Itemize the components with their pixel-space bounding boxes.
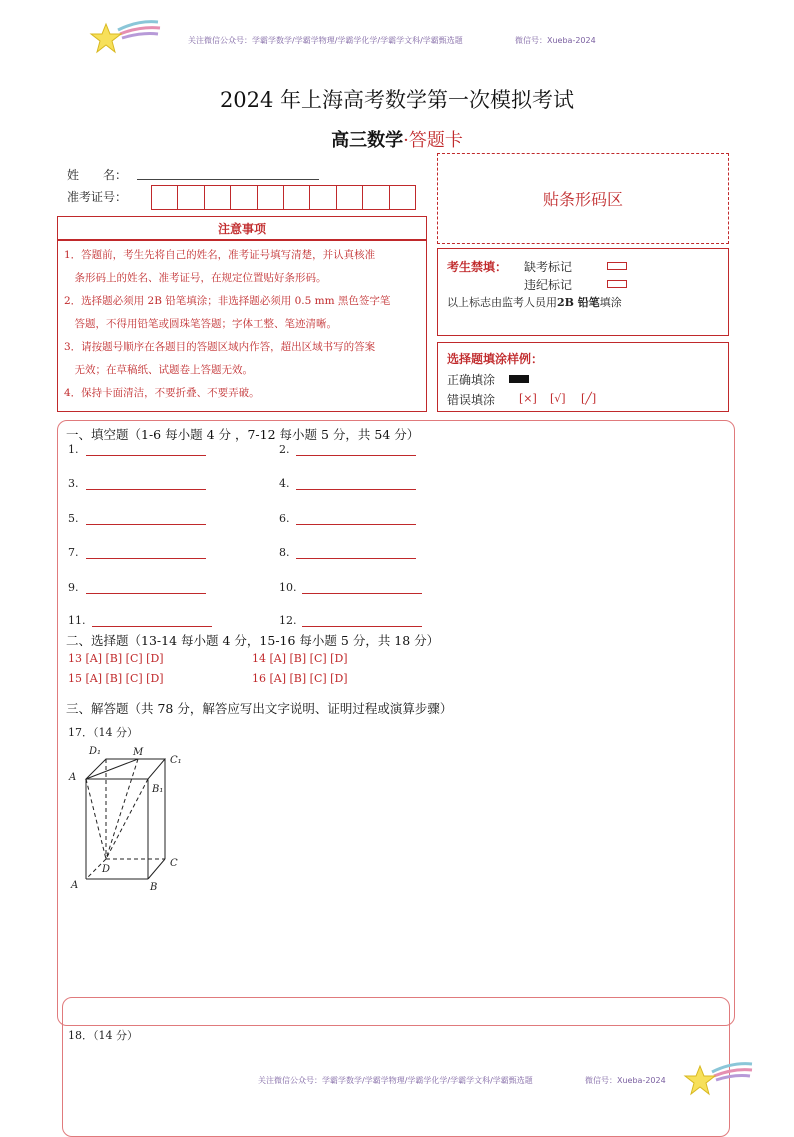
prism-figure: [64, 742, 194, 896]
blank-answer-line[interactable]: [296, 489, 416, 490]
label-b: B: [150, 882, 158, 893]
absent-mark-box[interactable]: [607, 262, 627, 270]
wrong-mark: [√]: [550, 392, 566, 405]
blank-answer-line[interactable]: [296, 455, 416, 456]
notice-item: 2．选择题必须用 2B 铅笔填涂；非选择题必须用 0.5 mm 黑色签字笔: [64, 295, 391, 307]
blank-answer-line[interactable]: [86, 558, 206, 559]
exam-id-label: 准考证号：: [67, 190, 128, 204]
label-c1: C₁: [170, 755, 182, 766]
blank-answer-line[interactable]: [302, 593, 422, 594]
top-face: [86, 759, 165, 779]
notice-list: [57, 240, 427, 412]
blank-answer-line[interactable]: [86, 455, 206, 456]
blank-answer-line[interactable]: [86, 593, 206, 594]
footer-wechat-id: 微信号：Xueba-2024: [585, 1076, 666, 1085]
notice-item: 1．答题前，考生先将自己的姓名，准考证号填写清楚，并认真核准: [64, 249, 376, 261]
mcq-row[interactable]: 16 [A] [B] [C] [D]: [252, 672, 348, 685]
blank-number: 7.: [68, 546, 79, 559]
section3-title: 三、解答题（共 78 分，解答应写出文字说明、证明过程或演算步骤）: [66, 701, 453, 716]
footer-promo-text: 关注微信公众号：学霸学数学/学霸学物理/学霸学化学/学霸学文科/学霸甄选题: [258, 1076, 533, 1085]
exam-title: 2024 年上海高考数学第一次模拟考试: [219, 88, 575, 112]
banned-box: 考生禁填： 缺考标记 违纪标记 以上标志由监考人员用2B 铅笔填涂: [437, 248, 729, 336]
mcq-row[interactable]: 14 [A] [B] [C] [D]: [252, 652, 348, 665]
notice-item: 答题，不得用铅笔或圆珠笔答题；字体工整、笔迹清晰。: [64, 318, 337, 330]
blank-answer-line[interactable]: [86, 524, 206, 525]
blank-number: 11.: [68, 614, 86, 627]
header-promo-text: 关注微信公众号：学霸学数学/学霸学物理/学霸学化学/学霸学文科/学霸甄选题: [188, 36, 463, 45]
label-d1: D₁: [89, 746, 102, 757]
blank-answer-line[interactable]: [296, 558, 416, 559]
label-a: A: [71, 880, 79, 891]
exam-id-boxes[interactable]: [151, 185, 416, 210]
blank-number: 5.: [68, 512, 79, 525]
label-m: M: [133, 747, 144, 758]
question-18-label: 18．（14 分）: [68, 1029, 138, 1042]
star-logo-bottom: [682, 1058, 754, 1100]
notice-item: 无效；在草稿纸、试题卷上答题无效。: [64, 364, 253, 376]
header-wechat-id: 微信号：Xueba-2024: [515, 36, 596, 45]
section2-title: 二、选择题（13-14 每小题 4 分，15-16 每小题 5 分，共 18 分）: [66, 633, 440, 648]
blank-answer-line[interactable]: [86, 489, 206, 490]
notice-title-box: 注意事项: [57, 216, 427, 240]
blank-number: 10.: [279, 581, 297, 594]
blank-number: 1.: [68, 443, 79, 456]
answer-region-2: [62, 997, 730, 1137]
mcq-row[interactable]: 15 [A] [B] [C] [D]: [68, 672, 164, 685]
answer-region-1: [57, 420, 735, 1026]
blank-number: 6.: [279, 512, 290, 525]
blank-number: 12.: [279, 614, 297, 627]
name-label: 姓 名：: [67, 168, 128, 182]
blank-answer-line[interactable]: [296, 524, 416, 525]
wrong-mark: [×]: [519, 392, 537, 405]
label-a1: A: [69, 772, 77, 783]
blank-number: 9.: [68, 581, 79, 594]
notice-item: 条形码上的姓名、准考证号，在规定位置贴好条形码。: [64, 272, 327, 284]
name-field[interactable]: [137, 179, 319, 180]
correct-fill-mark: [509, 375, 529, 383]
blank-answer-line[interactable]: [92, 626, 212, 627]
notice-item: 4．保持卡面清洁，不要折叠、不要弄破。: [64, 387, 260, 399]
notice-item: 3．请按题号顺序在各题目的答题区域内作答，超出区域书写的答案: [64, 341, 376, 353]
section1-title: 一、填空题（1-6 每小题 4 分 ，7-12 每小题 5 分，共 54 分）: [66, 427, 420, 442]
label-c: C: [170, 858, 178, 869]
mcq-row[interactable]: 13 [A] [B] [C] [D]: [68, 652, 164, 665]
blank-number: 4.: [279, 477, 290, 490]
violation-mark-box[interactable]: [607, 280, 627, 288]
barcode-area: 贴条形码区: [437, 153, 729, 244]
blank-number: 2.: [279, 443, 290, 456]
label-d: D: [102, 864, 111, 875]
fill-sample-box: 选择题填涂样例： 正确填涂 错误填涂 [×] [√] [╱]: [437, 342, 729, 412]
card-subtitle: 高三数学·答题卡: [331, 130, 463, 151]
wrong-mark: [╱]: [581, 392, 597, 405]
blank-number: 3.: [68, 477, 79, 490]
question-17-label: 17．（14 分）: [68, 726, 138, 739]
label-b1: B₁: [152, 784, 164, 795]
blank-number: 8.: [279, 546, 290, 559]
blank-answer-line[interactable]: [302, 626, 422, 627]
star-logo-top: [88, 14, 162, 58]
